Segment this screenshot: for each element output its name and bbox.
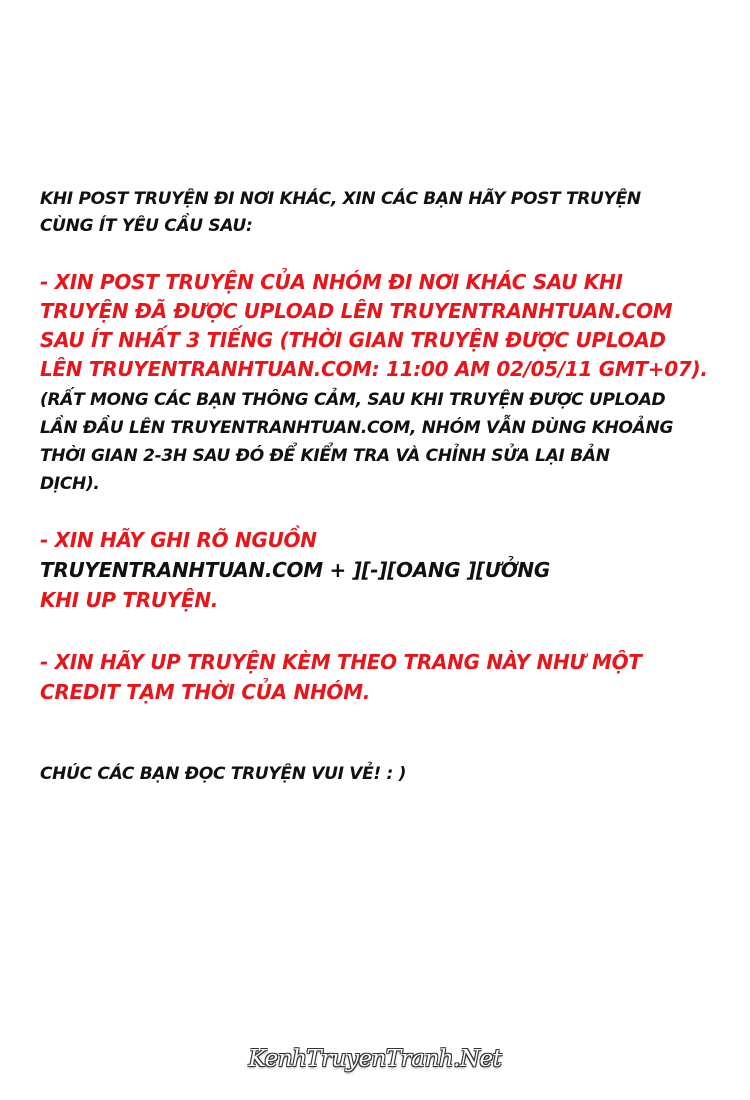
requirement-2-line-3: KHI UP TRUYỆN. — [40, 588, 219, 612]
requirement-3 — [40, 647, 730, 707]
requirement-1-line-3: SAU ÍT NHẤT 3 TIẾNG (THỜI GIAN TRUYỆN ĐƯỢC UPLOAD — [40, 328, 666, 352]
intro-paragraph — [40, 186, 730, 240]
requirement-2 — [40, 525, 730, 615]
site-watermark: KenhTruyenTranh.Net — [248, 1046, 502, 1072]
intro-line-2: CÙNG ÍT YÊU CẦU SAU: — [40, 216, 253, 236]
note-line-4: DỊCH). — [40, 474, 100, 494]
note-line-3: THỜI GIAN 2-3H SAU ĐÓ ĐỂ KIỂM TRA VÀ CHỈNH SỬA LẠI BẢN — [40, 446, 610, 466]
requirement-3-line-1: - XIN HÃY UP TRUYỆN KÈM THEO TRANG NÀY NHƯ MỘT — [40, 650, 642, 674]
requirement-3-line-2: CREDIT TẠM THỜI CỦA NHÓM. — [40, 680, 371, 704]
requirement-1-line-4: LÊN TRUYENTRANHTUAN.COM: 11:00 AM 02/05/11 GMT+07). — [40, 357, 708, 381]
note-paragraph — [40, 386, 730, 498]
requirement-1-line-1: - XIN POST TRUYỆN CỦA NHÓM ĐI NƠI KHÁC SAU KHI — [40, 270, 623, 294]
requirement-2-line-1: - XIN HÃY GHI RÕ NGUỒN — [40, 528, 317, 552]
closing-line: CHÚC CÁC BẠN ĐỌC TRUYỆN VUI VẺ! : ) — [40, 764, 407, 784]
intro-line-1: KHI POST TRUYỆN ĐI NƠI KHÁC, XIN CÁC BẠN HÃY POST TRUYỆN — [40, 189, 641, 209]
source-credit-line: TRUYENTRANHTUAN.COM + ][-][OANG ][ƯỞNG — [40, 558, 550, 582]
note-line-2: LẦN ĐẦU LÊN TRUYENTRANHTUAN.COM, NHÓM VẪN DÙNG KHOẢNG — [40, 418, 674, 438]
requirement-1 — [40, 268, 730, 384]
note-line-1: (RẤT MONG CÁC BẠN THÔNG CẢM, SAU KHI TRUYỆN ĐƯỢC UPLOAD — [40, 390, 666, 410]
requirement-1-line-2: TRUYỆN ĐÃ ĐƯỢC UPLOAD LÊN TRUYENTRANHTUAN.COM — [40, 299, 673, 323]
